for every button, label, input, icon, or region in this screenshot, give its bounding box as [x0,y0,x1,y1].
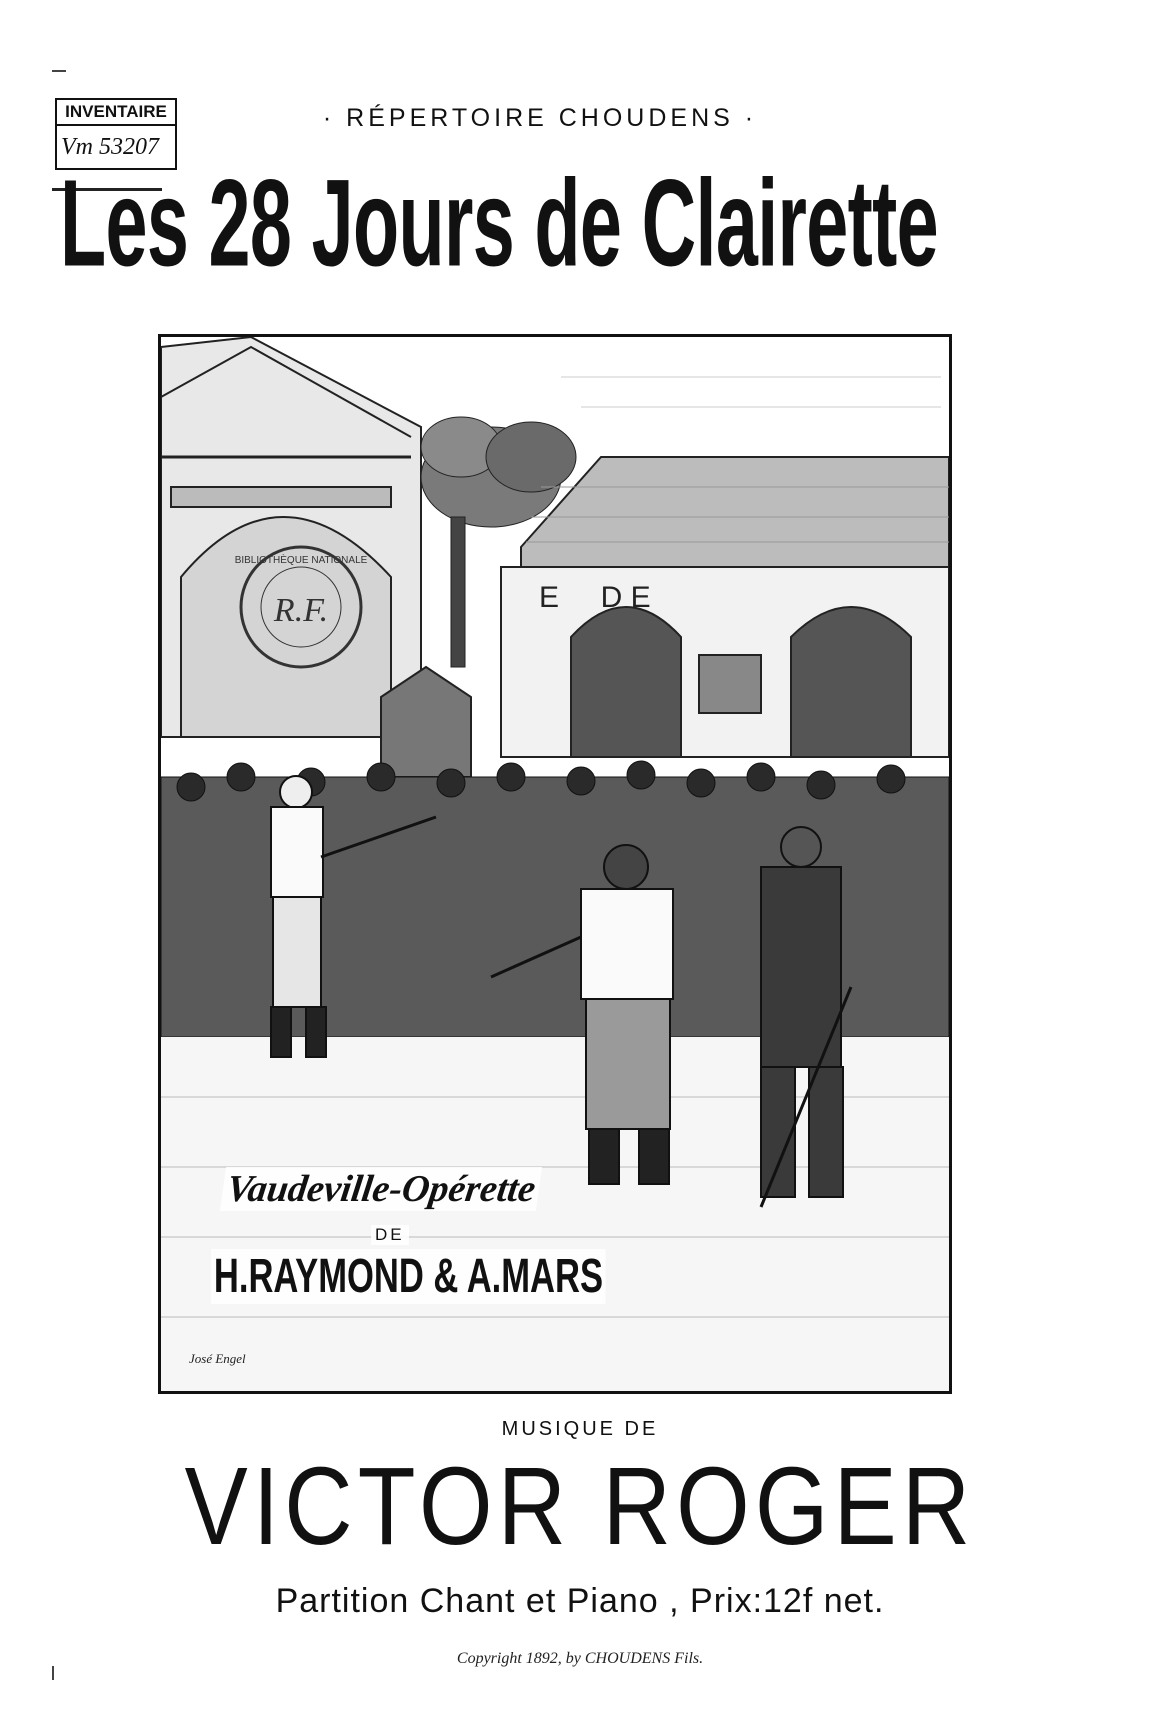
inventory-stamp-label: INVENTAIRE [57,102,175,126]
cover-illustration [158,334,952,1394]
barracks-sign: E D E [539,581,651,614]
page-title: Les 28 Jours de Clairette [60,154,939,293]
copyright-line: Copyright 1892, by CHOUDENS Fils. [456,1650,704,1667]
librettists-lettering: H.RAYMOND & A.MARS [211,1249,606,1304]
genre-lettering: Vaudeville-Opérette [220,1167,542,1211]
edition-price: Partition Chant et Piano , Prix:12f net. [275,1582,885,1620]
engraver-signature: José Engel [189,1351,246,1366]
library-stamp-monogram: R.F. [273,592,329,629]
margin-mark [52,70,66,72]
music-by-label: MUSIQUE DE [501,1418,659,1440]
publisher-series: · RÉPERTOIRE CHOUDENS · [322,104,758,132]
margin-mark-bottom [52,1666,54,1680]
inventory-stamp-number: Vm 53207 [61,134,159,160]
pavilion [161,337,421,737]
composer-name: VICTOR ROGER [184,1445,976,1568]
library-stamp-text: BIBLIOTHÈQUE NATIONALE [234,555,368,566]
courtyard-scene-drawing [161,337,949,1391]
by-lettering: DE [371,1225,409,1245]
